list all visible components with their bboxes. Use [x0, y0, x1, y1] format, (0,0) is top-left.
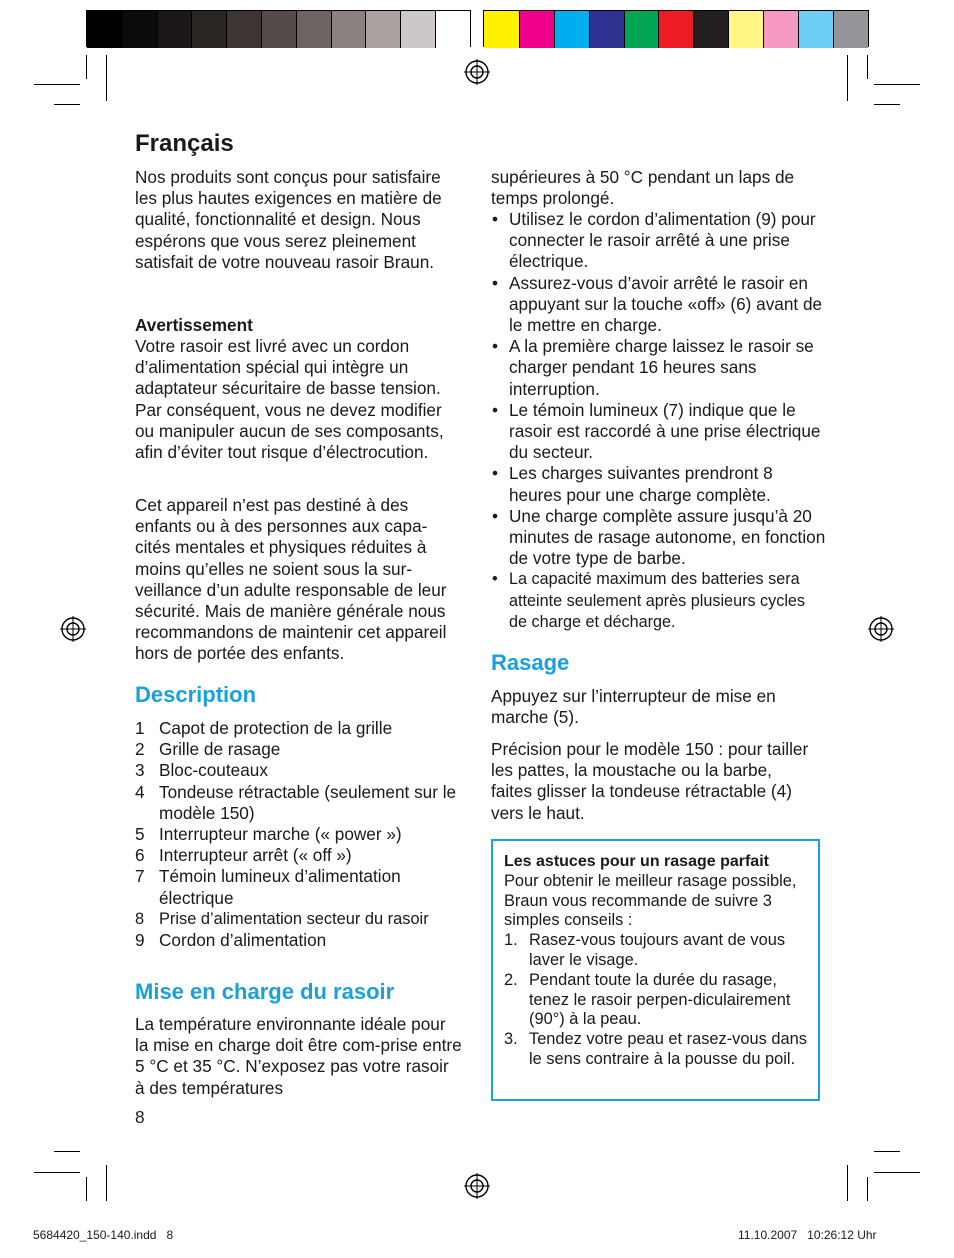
color-swatch [763, 11, 798, 48]
tips-heading: Les astuces pour un rasage parfait [504, 853, 769, 870]
tips-item-number: 1. [504, 931, 518, 950]
shaving-paragraph-1: Appuyez sur l’interrupteur de mise en marche (5). [491, 686, 776, 728]
color-swatch [728, 11, 763, 48]
charging-heading: Mise en charge du rasoir [135, 979, 395, 1004]
charging-continued-paragraph: supérieures à 50 °C pendant un laps de temps prolongé. [491, 167, 795, 209]
color-swatch [693, 11, 728, 48]
description-item-text: Grille de rasage [159, 739, 281, 760]
tips-item-text: Rasez-vous toujours avant de vous laver le visage. [529, 931, 786, 969]
description-item-number: 5 [135, 824, 145, 845]
description-item-number: 2 [135, 739, 145, 760]
color-swatch [624, 11, 659, 48]
tips-item-text: Pendant toute la durée du rasage, tenez le rasoir perpen-diculairement (90°) à la peau. [529, 970, 791, 1029]
charging-bullet-item: • Utilisez le cordon d’alimentation (9) pour connecter le rasoir arrêté à une prise électrique. [491, 209, 826, 273]
color-swatch [658, 11, 693, 48]
description-item-text: Interrupteur marche (« power ») [159, 824, 402, 845]
description-list [135, 718, 470, 951]
description-item [135, 782, 470, 824]
description-item-text: Tondeuse rétractable (seulement sur le modèle 150) [159, 781, 457, 823]
description-item-text: Cordon d’alimentation [159, 930, 327, 951]
tips-list [504, 931, 808, 1070]
charging-bullet-item: • La capacité maximum des batteries sera atteinte seulement après plusieurs cycles de charge et décharge. [491, 569, 826, 633]
charging-bullet-item: • A la première charge laissez le rasoir se charger pendant 16 heures sans interruption. [491, 336, 826, 400]
color-swatch [833, 11, 868, 48]
grayscale-color-bar [86, 10, 471, 47]
color-swatch [484, 11, 519, 48]
description-item-text: Témoin lumineux d’alimentation électrique [159, 866, 401, 908]
color-swatch [226, 11, 261, 48]
color-swatch [554, 11, 589, 48]
charging-paragraph: La température environnante idéale pour la mise en charge doit être com-prise entre 5 °C et 35 °C. N’exposez pas votre rasoir à des températures [135, 1014, 462, 1098]
color-swatch [400, 11, 435, 48]
color-swatch [798, 11, 833, 48]
description-item [135, 824, 470, 845]
description-item-text: Bloc-couteaux [159, 760, 268, 781]
color-swatch [589, 11, 624, 48]
charging-bullet-item: • Une charge complète assure jusqu’à 20 minutes de rasage autonome, en fonction de votre type de barbe. [491, 506, 826, 570]
description-item [135, 866, 470, 908]
description-item-number: 6 [135, 845, 145, 866]
registration-mark-icon [464, 59, 490, 85]
description-item-number: 8 [135, 909, 145, 928]
registration-mark-icon [464, 1173, 490, 1199]
shaving-paragraph-2: Précision pour le modèle 150 : pour tailler les pattes, la moustache ou la barbe, faites glisser la tondeuse rétractable (4) vers le haut. [491, 739, 809, 823]
description-item [135, 930, 470, 951]
registration-mark-icon [60, 616, 86, 642]
description-item [135, 760, 470, 781]
shaving-heading: Rasage [491, 650, 570, 675]
description-item [135, 909, 470, 930]
warning-heading: Avertissement [135, 315, 253, 335]
description-item-text: Capot de protection de la grille [159, 718, 393, 738]
tips-item-number: 3. [504, 1030, 518, 1049]
page-title: Français [135, 130, 234, 157]
color-swatch [435, 11, 470, 48]
color-swatch [331, 11, 366, 48]
color-swatch [519, 11, 554, 48]
description-item-number: 3 [135, 760, 145, 781]
tips-item [504, 971, 808, 1030]
description-item-number: 9 [135, 930, 145, 951]
tips-item-text: Tendez votre peau et rasez-vous dans le sens contraire à la pousse du poil. [529, 1030, 807, 1068]
warning-paragraph: Votre rasoir est livré avec un cordon d’alimentation spécial qui intègre un adaptateur sécuritaire de basse tension. Par conséquent, vous ne devez modifier ou manipuler aucun de ses composants, afin d’éviter tout risque d’électrocution. [135, 336, 444, 463]
color-swatch [296, 11, 331, 48]
color-swatch [191, 11, 226, 48]
footer-file-info: 5684420_150-140.indd 8 [33, 1228, 174, 1242]
charging-bullet-item: • Les charges suivantes prendront 8 heures pour une charge complète. [491, 463, 826, 505]
color-swatch [157, 11, 192, 48]
charging-bullet-item: • Assurez-vous d’avoir arrêté le rasoir en appuyant sur la touche «off» (6) avant de le mettre en charge. [491, 273, 826, 337]
footer-timestamp: 11.10.2007 10:26:12 Uhr [738, 1228, 877, 1242]
page-number: 8 [135, 1107, 145, 1127]
tips-item-number: 2. [504, 970, 518, 989]
color-swatch [261, 11, 296, 48]
color-swatch [365, 11, 400, 48]
charging-bullet-item: • Le témoin lumineux (7) indique que le rasoir est raccordé à une prise électrique du secteur. [491, 400, 826, 464]
tips-box [491, 839, 820, 1101]
description-item-text: Prise d’alimentation secteur du rasoir [159, 909, 429, 928]
description-item-number: 7 [135, 866, 145, 887]
description-item-text: Interrupteur arrêt (« off ») [159, 845, 352, 866]
tips-item [504, 1030, 808, 1070]
color-swatch [87, 11, 122, 48]
tips-intro: Pour obtenir le meilleur rasage possible, Braun vous recommande de suivre 3 simples conseils : [504, 871, 797, 930]
description-item-number: 1 [135, 718, 145, 738]
description-item [135, 718, 470, 739]
tips-item [504, 931, 808, 971]
children-warning-paragraph: Cet appareil n’est pas destiné à des enfants ou à des personnes aux capa-cités mentales et physiques réduites à moins qu’elles ne soient sous la sur-veillance d’un adulte responsable de leur sécurité. Mais de manière générale nous recommandons de maintenir cet appareil hors de portée des enfants. [135, 495, 447, 664]
registration-mark-icon [868, 616, 894, 642]
process-color-bar [483, 10, 869, 47]
charging-bullet-list [491, 209, 826, 633]
description-item [135, 845, 470, 866]
color-swatch [122, 11, 157, 48]
description-item [135, 739, 470, 760]
intro-paragraph: Nos produits sont conçus pour satisfaire les plus hautes exigences en matière de qualité, fonctionnalité et design. Nous espérons que vous serez pleinement satisfait de votre nouveau rasoir Braun. [135, 167, 442, 272]
description-heading: Description [135, 682, 257, 707]
description-item-number: 4 [135, 781, 145, 802]
